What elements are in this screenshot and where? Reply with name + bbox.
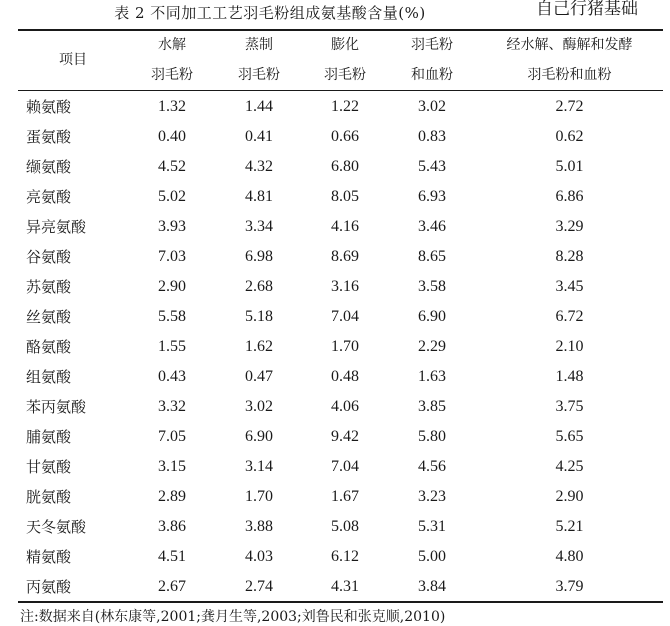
content-value: 5.43 [418, 158, 446, 175]
header-line: 和血粉 [411, 67, 453, 83]
content-value: 4.16 [331, 218, 359, 235]
content-value: 3.45 [555, 278, 584, 295]
content-value: 3.86 [158, 518, 186, 535]
content-value: 4.32 [245, 158, 273, 175]
content-value: 1.44 [245, 98, 273, 115]
content-value: 2.74 [245, 578, 273, 595]
column-header-feather-blood [388, 30, 476, 90]
content-value: 1.32 [158, 98, 186, 115]
content-value: 1.70 [245, 488, 273, 505]
content-value: 0.66 [331, 128, 359, 145]
content-value: 0.48 [331, 368, 359, 385]
content-value: 5.18 [245, 308, 273, 325]
header-line: 羽毛粉 [324, 67, 366, 83]
bottom-rule [18, 601, 663, 603]
content-value: 9.42 [331, 428, 359, 445]
content-value: 1.55 [158, 338, 186, 355]
content-value: 6.72 [555, 308, 584, 325]
table-row [18, 392, 663, 422]
amino-acid-name: 脯氨酸 [26, 428, 72, 446]
amino-acid-name: 甘氨酸 [26, 458, 72, 476]
content-value: 3.34 [245, 218, 273, 235]
content-value: 6.86 [555, 188, 584, 205]
content-value: 3.85 [418, 398, 446, 415]
column-header-steamed [216, 30, 302, 90]
content-value: 2.29 [418, 338, 446, 355]
table-row [18, 122, 663, 152]
amino-acid-name: 异亮氨酸 [26, 218, 87, 236]
content-value: 6.93 [418, 188, 446, 205]
column-header-fermented [476, 30, 663, 90]
amino-acid-name: 组氨酸 [26, 368, 72, 386]
content-value: 2.10 [555, 338, 584, 355]
content-value: 6.80 [331, 158, 359, 175]
table-row [18, 452, 663, 482]
content-value: 7.05 [158, 428, 186, 445]
content-value: 2.72 [555, 98, 584, 115]
content-value: 7.03 [158, 248, 186, 265]
table-row [18, 572, 663, 602]
content-value: 3.46 [418, 218, 446, 235]
header-line: 羽毛粉 [151, 67, 193, 83]
table-row [18, 362, 663, 392]
content-value: 5.31 [418, 518, 446, 535]
table-row [18, 482, 663, 512]
content-value: 2.90 [555, 488, 584, 505]
column-header-hydrolyzed [128, 30, 216, 90]
table-row [18, 272, 663, 302]
content-value: 4.31 [331, 578, 359, 595]
header-line: 羽毛粉和血粉 [527, 67, 612, 83]
content-value: 8.05 [331, 188, 359, 205]
amino-acid-name: 丙氨酸 [26, 578, 72, 596]
header-line: 蒸制 [245, 37, 273, 53]
content-value: 3.32 [158, 398, 186, 415]
header-line: 膨化 [331, 37, 359, 53]
content-value: 6.90 [418, 308, 446, 325]
content-value: 5.02 [158, 188, 186, 205]
content-value: 4.25 [555, 458, 584, 475]
content-value: 2.89 [158, 488, 186, 505]
table-row [18, 422, 663, 452]
content-value: 3.15 [158, 458, 186, 475]
content-value: 8.65 [418, 248, 446, 265]
table-row [18, 512, 663, 542]
amino-acid-name: 亮氨酸 [26, 188, 72, 206]
content-value: 4.80 [555, 548, 584, 565]
content-value: 4.52 [158, 158, 186, 175]
table-row [18, 242, 663, 272]
content-value: 5.01 [555, 158, 584, 175]
content-value: 3.75 [555, 398, 584, 415]
amino-acid-name: 苯丙氨酸 [26, 398, 87, 416]
header-line: 水解 [158, 37, 186, 53]
content-value: 8.28 [555, 248, 584, 265]
content-value: 5.65 [555, 428, 584, 445]
content-value: 4.06 [331, 398, 359, 415]
column-header-puffed [302, 30, 388, 90]
table-row [18, 92, 663, 122]
content-value: 3.29 [555, 218, 584, 235]
content-value: 4.51 [158, 548, 186, 565]
amino-acid-name: 缬氨酸 [26, 158, 72, 176]
content-value: 1.67 [331, 488, 359, 505]
amino-acid-name: 蛋氨酸 [26, 128, 72, 146]
table-row [18, 302, 663, 332]
content-value: 5.00 [418, 548, 446, 565]
amino-acid-name: 胱氨酸 [26, 488, 72, 506]
content-value: 4.81 [245, 188, 273, 205]
table-row [18, 212, 663, 242]
amino-acid-name: 谷氨酸 [26, 248, 72, 266]
content-value: 4.03 [245, 548, 273, 565]
content-value: 1.62 [245, 338, 273, 355]
content-value: 3.23 [418, 488, 446, 505]
table-title: 表 2 不同加工工艺羽毛粉组成氨基酸含量(%) [114, 4, 426, 22]
header-line: 羽毛粉 [238, 67, 280, 83]
content-value: 3.58 [418, 278, 446, 295]
content-value: 7.04 [331, 308, 359, 325]
content-value: 3.02 [418, 98, 446, 115]
table-row [18, 332, 663, 362]
content-value: 7.04 [331, 458, 359, 475]
content-value: 3.88 [245, 518, 273, 535]
content-value: 2.68 [245, 278, 273, 295]
content-value: 5.08 [331, 518, 359, 535]
content-value: 2.67 [158, 578, 186, 595]
content-value: 0.41 [245, 128, 273, 145]
page-running-header: 自己行猪基础 [536, 0, 638, 19]
header-rule [18, 90, 663, 91]
content-value: 5.21 [555, 518, 584, 535]
content-value: 0.62 [555, 128, 584, 145]
source-note: 注:数据来自(林东康等,2001;龚月生等,2003;刘鲁民和张克顺,2010) [20, 609, 446, 625]
content-value: 1.63 [418, 368, 446, 385]
amino-acid-table [18, 92, 663, 602]
content-value: 3.14 [245, 458, 273, 475]
header-line: 羽毛粉 [411, 37, 453, 53]
amino-acid-name: 苏氨酸 [26, 278, 72, 296]
content-value: 6.98 [245, 248, 273, 265]
header-line: 经水解、酶解和发酵 [506, 37, 633, 53]
content-value: 3.79 [555, 578, 584, 595]
content-value: 3.16 [331, 278, 359, 295]
content-value: 4.56 [418, 458, 446, 475]
table-row [18, 542, 663, 572]
content-value: 5.80 [418, 428, 446, 445]
content-value: 5.58 [158, 308, 186, 325]
amino-acid-name: 酪氨酸 [26, 338, 72, 356]
content-value: 3.93 [158, 218, 186, 235]
content-value: 0.83 [418, 128, 446, 145]
amino-acid-name: 天冬氨酸 [26, 518, 87, 536]
amino-acid-name: 精氨酸 [26, 548, 72, 566]
content-value: 0.47 [245, 368, 273, 385]
content-value: 6.12 [331, 548, 359, 565]
amino-acid-name: 丝氨酸 [26, 308, 72, 326]
content-value: 1.48 [555, 368, 584, 385]
content-value: 8.69 [331, 248, 359, 265]
content-value: 1.70 [331, 338, 359, 355]
content-value: 3.02 [245, 398, 273, 415]
content-value: 1.22 [331, 98, 359, 115]
content-value: 0.43 [158, 368, 186, 385]
content-value: 0.40 [158, 128, 186, 145]
content-value: 3.84 [418, 578, 446, 595]
amino-acid-name: 赖氨酸 [26, 98, 72, 116]
table-row [18, 152, 663, 182]
content-value: 6.90 [245, 428, 273, 445]
content-value: 2.90 [158, 278, 186, 295]
column-header-item: 项目 [59, 52, 87, 68]
table-row [18, 182, 663, 212]
